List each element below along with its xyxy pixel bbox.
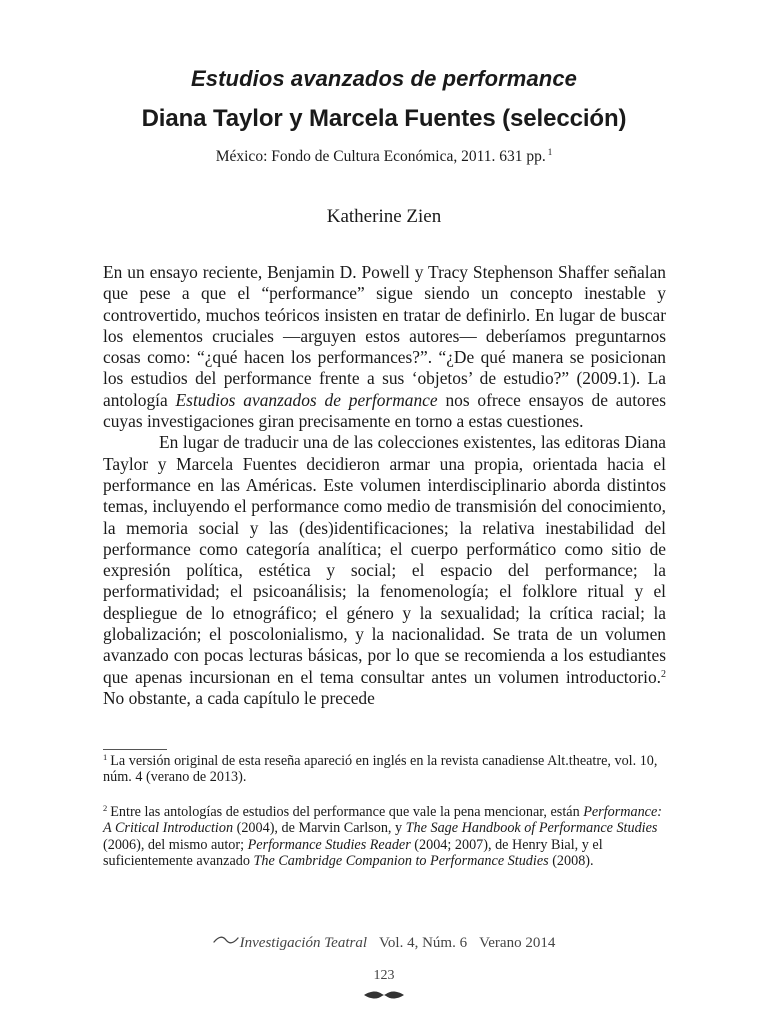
footnote-2: [103, 804, 666, 869]
publication-info: [0, 147, 768, 166]
book-title: Estudios avanzados de performance: [191, 66, 577, 91]
running-footer: [0, 933, 768, 952]
footnote-2-text-5: (2008).: [548, 852, 594, 869]
book-editors-title: Diana Taylor y Marcela Fuentes (selección): [141, 105, 627, 132]
footnote-2-title-2: The Sage Handbook of Performance Studies: [405, 820, 658, 837]
review-author: Katherine Zien: [326, 206, 442, 227]
publication-details: México: Fondo de Cultura Económica, 2011. 631 pp.: [215, 148, 546, 165]
footnote-2-text-3: (2006), del mismo autor;: [103, 836, 248, 853]
paragraph-1-text-b: nos ofrece ensayos de autores cuyas investigaciones giran precisamente en torno a estas cuestiones.: [103, 389, 667, 432]
swash-ornament-icon: [213, 933, 239, 950]
footnote-divider: [103, 749, 167, 750]
journal-name: Investigación Teatral: [239, 935, 368, 951]
footnote-2-number: 2: [103, 803, 108, 813]
footnote-2-title-4: The Cambridge Companion to Performance Studies: [253, 852, 549, 869]
page-number: 123: [373, 968, 395, 983]
journal-season: Verano 2014: [479, 935, 556, 951]
footnote-2-text-1: Entre las antologías de estudios del performance que vale la pena mencionar, están: [110, 804, 584, 820]
paragraph-1-book-title: Estudios avanzados de performance: [175, 389, 438, 410]
paragraph-1: [103, 262, 666, 432]
footnote-1-number: 1: [103, 752, 108, 762]
review-body: [103, 262, 666, 709]
footnote-2-title-1: Performance: A Critical Introduction: [103, 804, 662, 837]
paragraph-1-text-a: En un ensayo reciente, Benjamin D. Powell y Tracy Stephenson Shaffer señalan que pese a que el “performance” sigue siendo un concepto inestable y controvertido, muchos teóricos insisten en tratar de definirlo. En lugar de buscar los elementos cruciales —arguyen estos autores— deberíamos preguntarnos cosas como: “¿qué hacen los performances?”. “¿De qué manera se posicionan los estudios del performance frente a sus ‘objetos’ de estudio?” (2009.1). La antología: [103, 262, 666, 410]
footnote-ref-2[interactable]: 2: [661, 668, 666, 680]
paragraph-2-text-b: No obstante, a cada capítulo le precede: [103, 687, 375, 708]
journal-volume: Vol. 4, Núm. 6: [379, 935, 468, 951]
paragraph-2: [103, 432, 666, 709]
footnote-2-text-4: (2004; 2007), de Henry Bial, y el suficientemente avanzado: [103, 836, 603, 869]
paragraph-2-text-a: En lugar de traducir una de las colecciones existentes, las editoras Diana Taylor y Marcela Fuentes decidieron armar una propia, orientada hacia el performance en las Américas. Este volumen interdisciplinario aborda distintos temas, incluyendo el performance como medio de transmisión del conocimiento, la memoria social y las (des)identificaciones; la relativa inestabilidad del performance como categoría analítica; el cuerpo performático como sitio de expresión política, estética y social; el espacio del performance; la performatividad; el psicoanálisis; la fenomenología; el folklore ritual y el despliegue de lo etnográfico; el género y la sexualidad; la crítica racial; la globalización; el poscolonialismo, y la nacionalidad. Se trata de un volumen avanzado con pocas lecturas básicas, por lo que se recomienda a los estudiantes que apenas incursionan en el tema consultar antes un volumen introductorio.: [103, 432, 666, 687]
footnote-2-text-2: (2004), de Marvin Carlson, y: [233, 820, 406, 837]
footnote-1: [103, 753, 666, 786]
fleuron-ornament-icon: [362, 988, 406, 1006]
footnote-1-text: La versión original de esta reseña apareció en inglés en la revista canadiense Alt.theatre, vol. 10, núm. 4 (verano de 2013).: [103, 753, 658, 786]
footnote-2-title-3: Performance Studies Reader: [247, 836, 411, 853]
footnote-ref-1[interactable]: 1: [547, 147, 553, 157]
